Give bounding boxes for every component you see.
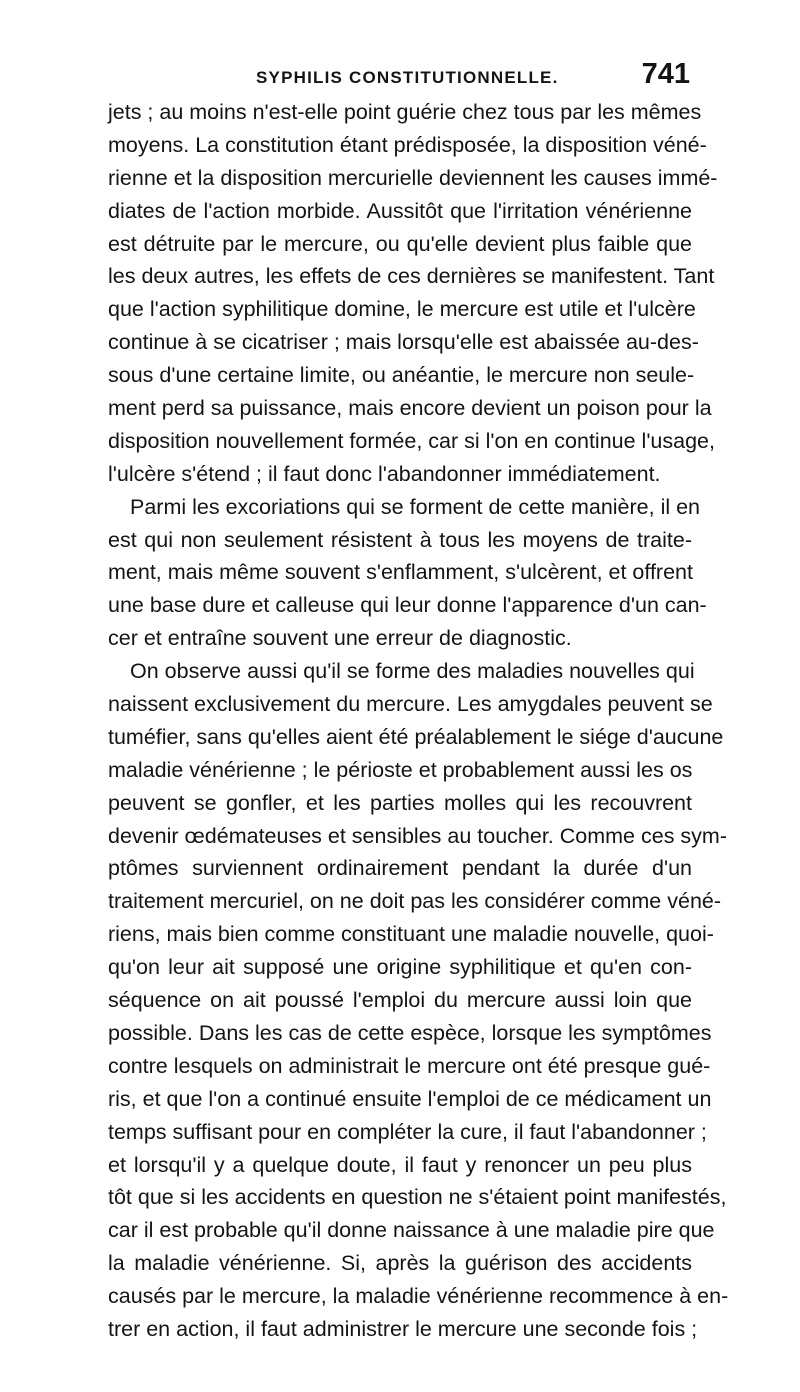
text-line: continue à se cicatriser ; mais lorsqu'elle est abaissée au-des- xyxy=(108,330,699,355)
body-text xyxy=(108,96,729,1346)
paragraph-start-line: On observe aussi qu'il se forme des maladies nouvelles qui xyxy=(130,659,695,684)
text-line: devenir œdémateuses et sensibles au toucher. Comme ces sym- xyxy=(108,823,727,848)
text-line: et lorsqu'il y a quelque doute, il faut y renoncer un peu plus xyxy=(108,1152,692,1177)
text-line: qu'on leur ait supposé une origine syphilitique et qu'en con- xyxy=(108,955,692,980)
text-line: tuméfier, sans qu'elles aient été préalablement le siége d'aucune xyxy=(108,724,724,749)
running-head xyxy=(256,58,690,92)
text-line: riens, mais bien comme constituant une maladie nouvelle, quoi- xyxy=(108,922,714,947)
text-line: disposition nouvellement formée, car si l'on en continue l'usage, xyxy=(108,428,715,453)
text-line: une base dure et calleuse qui leur donne l'apparence d'un can- xyxy=(108,593,707,618)
text-line: rienne et la disposition mercurielle deviennent les causes immé- xyxy=(108,165,718,190)
text-line: que l'action syphilitique domine, le mercure est utile et l'ulcère xyxy=(108,297,696,322)
text-line: causés par le mercure, la maladie vénérienne recommence à en- xyxy=(108,1284,729,1309)
text-line: l'ulcère s'étend ; il faut donc l'abandonner immédiatement. xyxy=(108,461,661,486)
text-line: diates de l'action morbide. Aussitôt que l'irritation vénérienne xyxy=(108,198,692,223)
text-line: ment, mais même souvent s'enflamment, s'ulcèrent, et offrent xyxy=(108,560,693,585)
text-line: séquence on ait poussé l'emploi du mercure aussi loin que xyxy=(108,988,692,1013)
text-line: ris, et que l'on a continué ensuite l'emploi de ce médicament un xyxy=(108,1086,712,1111)
paragraph-start-line: Parmi les excoriations qui se forment de cette manière, il en xyxy=(130,494,701,519)
text-line: ment perd sa puissance, mais encore devient un poison pour la xyxy=(108,396,712,421)
text-line: car il est probable qu'il donne naissance à une maladie pire que xyxy=(108,1218,715,1243)
text-line: la maladie vénérienne. Si, après la guérison des accidents xyxy=(108,1251,692,1276)
text-line: tôt que si les accidents en question ne s'étaient point manifestés, xyxy=(108,1185,727,1210)
text-line: les deux autres, les effets de ces dernières se manifestent. Tant xyxy=(108,264,715,289)
text-line: contre lesquels on administrait le mercure ont été presque gué- xyxy=(108,1053,711,1078)
text-line: sous d'une certaine limite, ou anéantie, le mercure non seule- xyxy=(108,363,695,388)
running-title: SYPHILIS CONSTITUTIONNELLE. xyxy=(256,68,559,87)
page-number: 741 xyxy=(641,58,690,90)
text-line: moyens. La constitution étant prédisposée, la disposition véné- xyxy=(108,132,707,157)
text-line: jets ; au moins n'est-elle point guérie chez tous par les mêmes xyxy=(108,100,702,124)
text-line: cer et entraîne souvent une erreur de diagnostic. xyxy=(108,626,572,651)
text-line: peuvent se gonfler, et les parties molles qui les recouvrent xyxy=(108,790,692,815)
text-line: traitement mercuriel, on ne doit pas les considérer comme véné- xyxy=(108,889,722,914)
text-line: ptômes surviennent ordinairement pendant la durée d'un xyxy=(108,856,692,881)
text-line: maladie vénérienne ; le périoste et probablement aussi les os xyxy=(108,757,693,782)
text-line: possible. Dans les cas de cette espèce, lorsque les symptômes xyxy=(108,1020,712,1045)
text-line: naissent exclusivement du mercure. Les amygdales peuvent se xyxy=(108,692,713,717)
text-line: est détruite par le mercure, ou qu'elle devient plus faible que xyxy=(108,231,692,256)
text-line: trer en action, il faut administrer le mercure une seconde fois ; xyxy=(108,1316,698,1341)
text-line: est qui non seulement résistent à tous les moyens de traite- xyxy=(108,527,692,552)
text-line: temps suffisant pour en compléter la cure, il faut l'abandonner ; xyxy=(108,1119,707,1144)
